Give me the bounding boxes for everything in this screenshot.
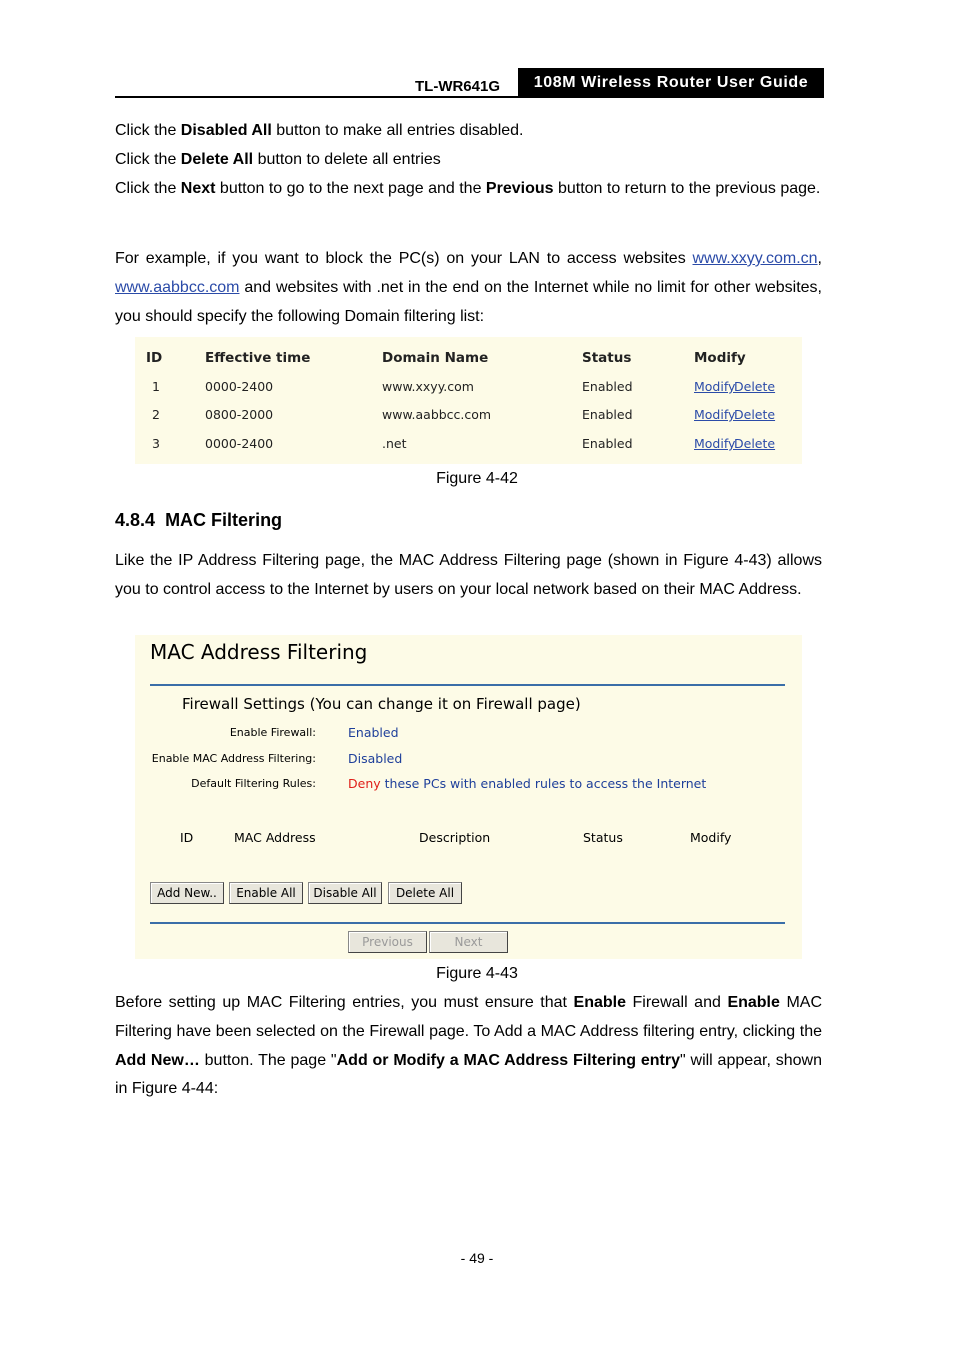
row2-status: Enabled (582, 407, 633, 422)
figure-caption-4-43: Figure 4-43 (436, 965, 518, 982)
line-delete-all: Click the Delete All button to delete all entries (115, 151, 441, 168)
header-guide-title: 108M Wireless Router User Guide (518, 68, 824, 97)
enable-mac-filter-value: Disabled (348, 751, 403, 766)
row3-modify-link[interactable]: Modify (694, 436, 736, 451)
row3-delete-link[interactable]: Delete (734, 436, 776, 451)
enable-firewall-label: Enable Firewall: (229, 726, 316, 739)
col-modify: Modify (690, 830, 732, 845)
firewall-settings-subtitle: Firewall Settings (You can change it on Firewall page) (182, 695, 581, 713)
line-next-previous: Click the Next button to go to the next page and the Previous button to return to the previous page. (115, 180, 821, 197)
col-effective-time: Effective time (205, 350, 311, 366)
panel-title: MAC Address Filtering (150, 640, 368, 664)
header-model: TL-WR641G (415, 78, 501, 95)
domain-filter-table (135, 337, 802, 464)
link-xxyy[interactable]: www.xxyy.com.cn (692, 250, 818, 267)
row2-time: 0800-2000 (205, 407, 274, 422)
col-mac-address: MAC Address (234, 830, 316, 845)
row1-domain: www.xxyy.com (382, 379, 474, 394)
title-divider (150, 684, 785, 686)
col-description: Description (419, 830, 491, 845)
row2-domain: www.aabbcc.com (382, 407, 492, 422)
add-new-button[interactable]: Add New.. (150, 882, 224, 904)
row1-time: 0000-2400 (205, 379, 274, 394)
bottom-divider (150, 922, 785, 924)
default-rules-value: Deny these PCs with enabled rules to access the Internet (348, 776, 707, 791)
row3-status: Enabled (582, 436, 633, 451)
previous-button[interactable]: Previous (348, 931, 427, 953)
next-button[interactable]: Next (429, 931, 508, 953)
enable-mac-filter-label: Enable MAC Address Filtering: (151, 752, 316, 765)
row3-time: 0000-2400 (205, 436, 274, 451)
row1-delete-link[interactable]: Delete (734, 379, 776, 394)
mac-filtering-panel (135, 635, 802, 959)
row2-delete-link[interactable]: Delete (734, 407, 776, 422)
section-heading: 4.8.4 MAC Filtering (115, 510, 283, 530)
disable-all-button[interactable]: Disable All (308, 882, 382, 904)
row1-modify-link[interactable]: Modify (694, 379, 736, 394)
before-setup-paragraph: Before setting up MAC Filtering entries, you must ensure that Enable Firewall and Enable MAC Filtering have been selected on the Firewall page. To Add a MAC Address filtering entry, clicking the Add New… button. The page "Add or Modify a MAC Address Filtering entry" will appear, shown in Figure 4-44: (115, 994, 823, 1098)
row1-id: 1 (152, 379, 160, 394)
enable-all-button[interactable]: Enable All (229, 882, 303, 904)
row1-status: Enabled (582, 379, 633, 394)
page-number: - 49 - (460, 1250, 494, 1266)
col-id: ID (180, 830, 194, 845)
row3-domain: .net (382, 436, 407, 451)
col-modify: Modify (694, 350, 746, 366)
col-status: Status (582, 350, 632, 366)
row2-modify-link[interactable]: Modify (694, 407, 736, 422)
example-paragraph: For example, if you want to block the PC(s) on your LAN to access websites www.xxyy.com.cn, www.aabbcc.com and websites with .net in the end on the Internet while no limit for other websites, you should specify the following Domain filtering list: (115, 250, 822, 325)
col-status: Status (583, 830, 623, 845)
figure-caption-4-42: Figure 4-42 (436, 470, 518, 487)
default-rules-label: Default Filtering Rules: (191, 777, 316, 790)
col-domain-name: Domain Name (382, 350, 489, 366)
header-rule (115, 96, 824, 98)
row3-id: 3 (152, 436, 160, 451)
col-id: ID (146, 350, 163, 366)
mac-intro-paragraph: Like the IP Address Filtering page, the MAC Address Filtering page (shown in Figure 4-43) allows you to control access to the Internet by users on your local network based on their MAC Address. (115, 552, 822, 598)
line-disabled-all: Click the Disabled All button to make all entries disabled. (115, 122, 524, 139)
link-aabbcc[interactable]: www.aabbcc.com (115, 278, 240, 296)
enable-firewall-value: Enabled (348, 725, 399, 740)
delete-all-button[interactable]: Delete All (388, 882, 462, 904)
row2-id: 2 (152, 407, 160, 422)
